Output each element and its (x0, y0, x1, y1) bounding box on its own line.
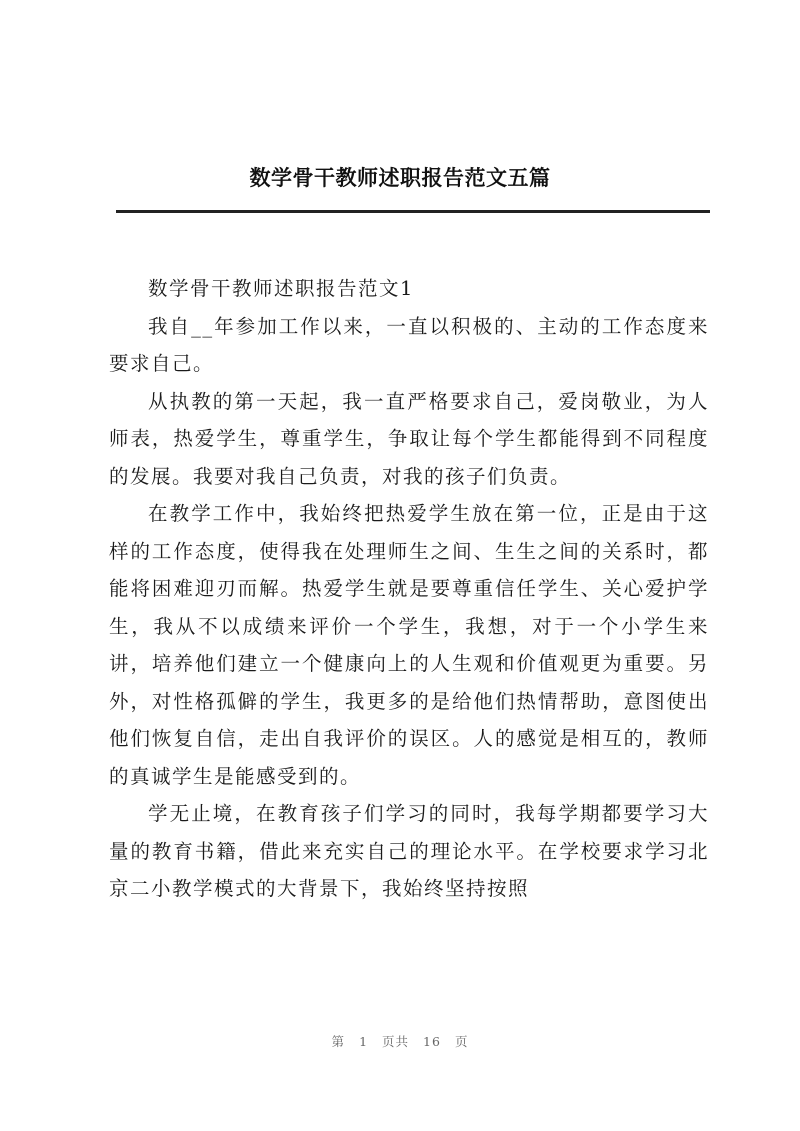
footer-label: 页 (454, 1034, 469, 1049)
page-footer (0, 1032, 800, 1050)
footer-label: 页共 (382, 1034, 410, 1049)
title-divider (116, 210, 710, 213)
section-heading: 数学骨干教师述职报告范文1 (148, 277, 414, 300)
paragraph: 从执教的第一天起，我一直严格要求自己，爱岗敬业，为人师表，热爱学生，尊重学生，争取让每个学生都能得到不同程度的发展。我要对我自己负责，对我的孩子们负责。 (109, 389, 709, 488)
document-title: 数学骨干教师述职报告范文五篇 (249, 166, 551, 190)
paragraph: 我自__年参加工作以来，一直以积极的、主动的工作态度来要求自己。 (109, 314, 709, 375)
paragraph: 在教学工作中，我始终把热爱学生放在第一位，正是由于这样的工作态度，使得我在处理师生之间、生生之间的关系时，都能将困难迎刃而解。热爱学生就是要尊重信任学生、关心爱护学生，我从不以成绩来评价一个学生，我想，对于一个小学生来讲，培养他们建立一个健康向上的人生观和价值观更为重要。另外，对性格孤僻的学生，我更多的是给他们热情帮助，意图使出他们恢复自信，走出自我评价的误区。人的感觉是相互的，教师的真诚学生是能感受到的。 (109, 502, 709, 788)
document-body (109, 270, 709, 908)
total-pages-number: 16 (423, 1034, 441, 1049)
current-page-number: 1 (359, 1034, 369, 1049)
paragraph: 学无止境，在教育孩子们学习的同时，我每学期都要学习大量的教育书籍，借此来充实自己的理论水平。在学校要求学习北京二小教学模式的大背景下，我始终坚持按照 (109, 802, 709, 900)
footer-label: 第 (331, 1034, 346, 1049)
